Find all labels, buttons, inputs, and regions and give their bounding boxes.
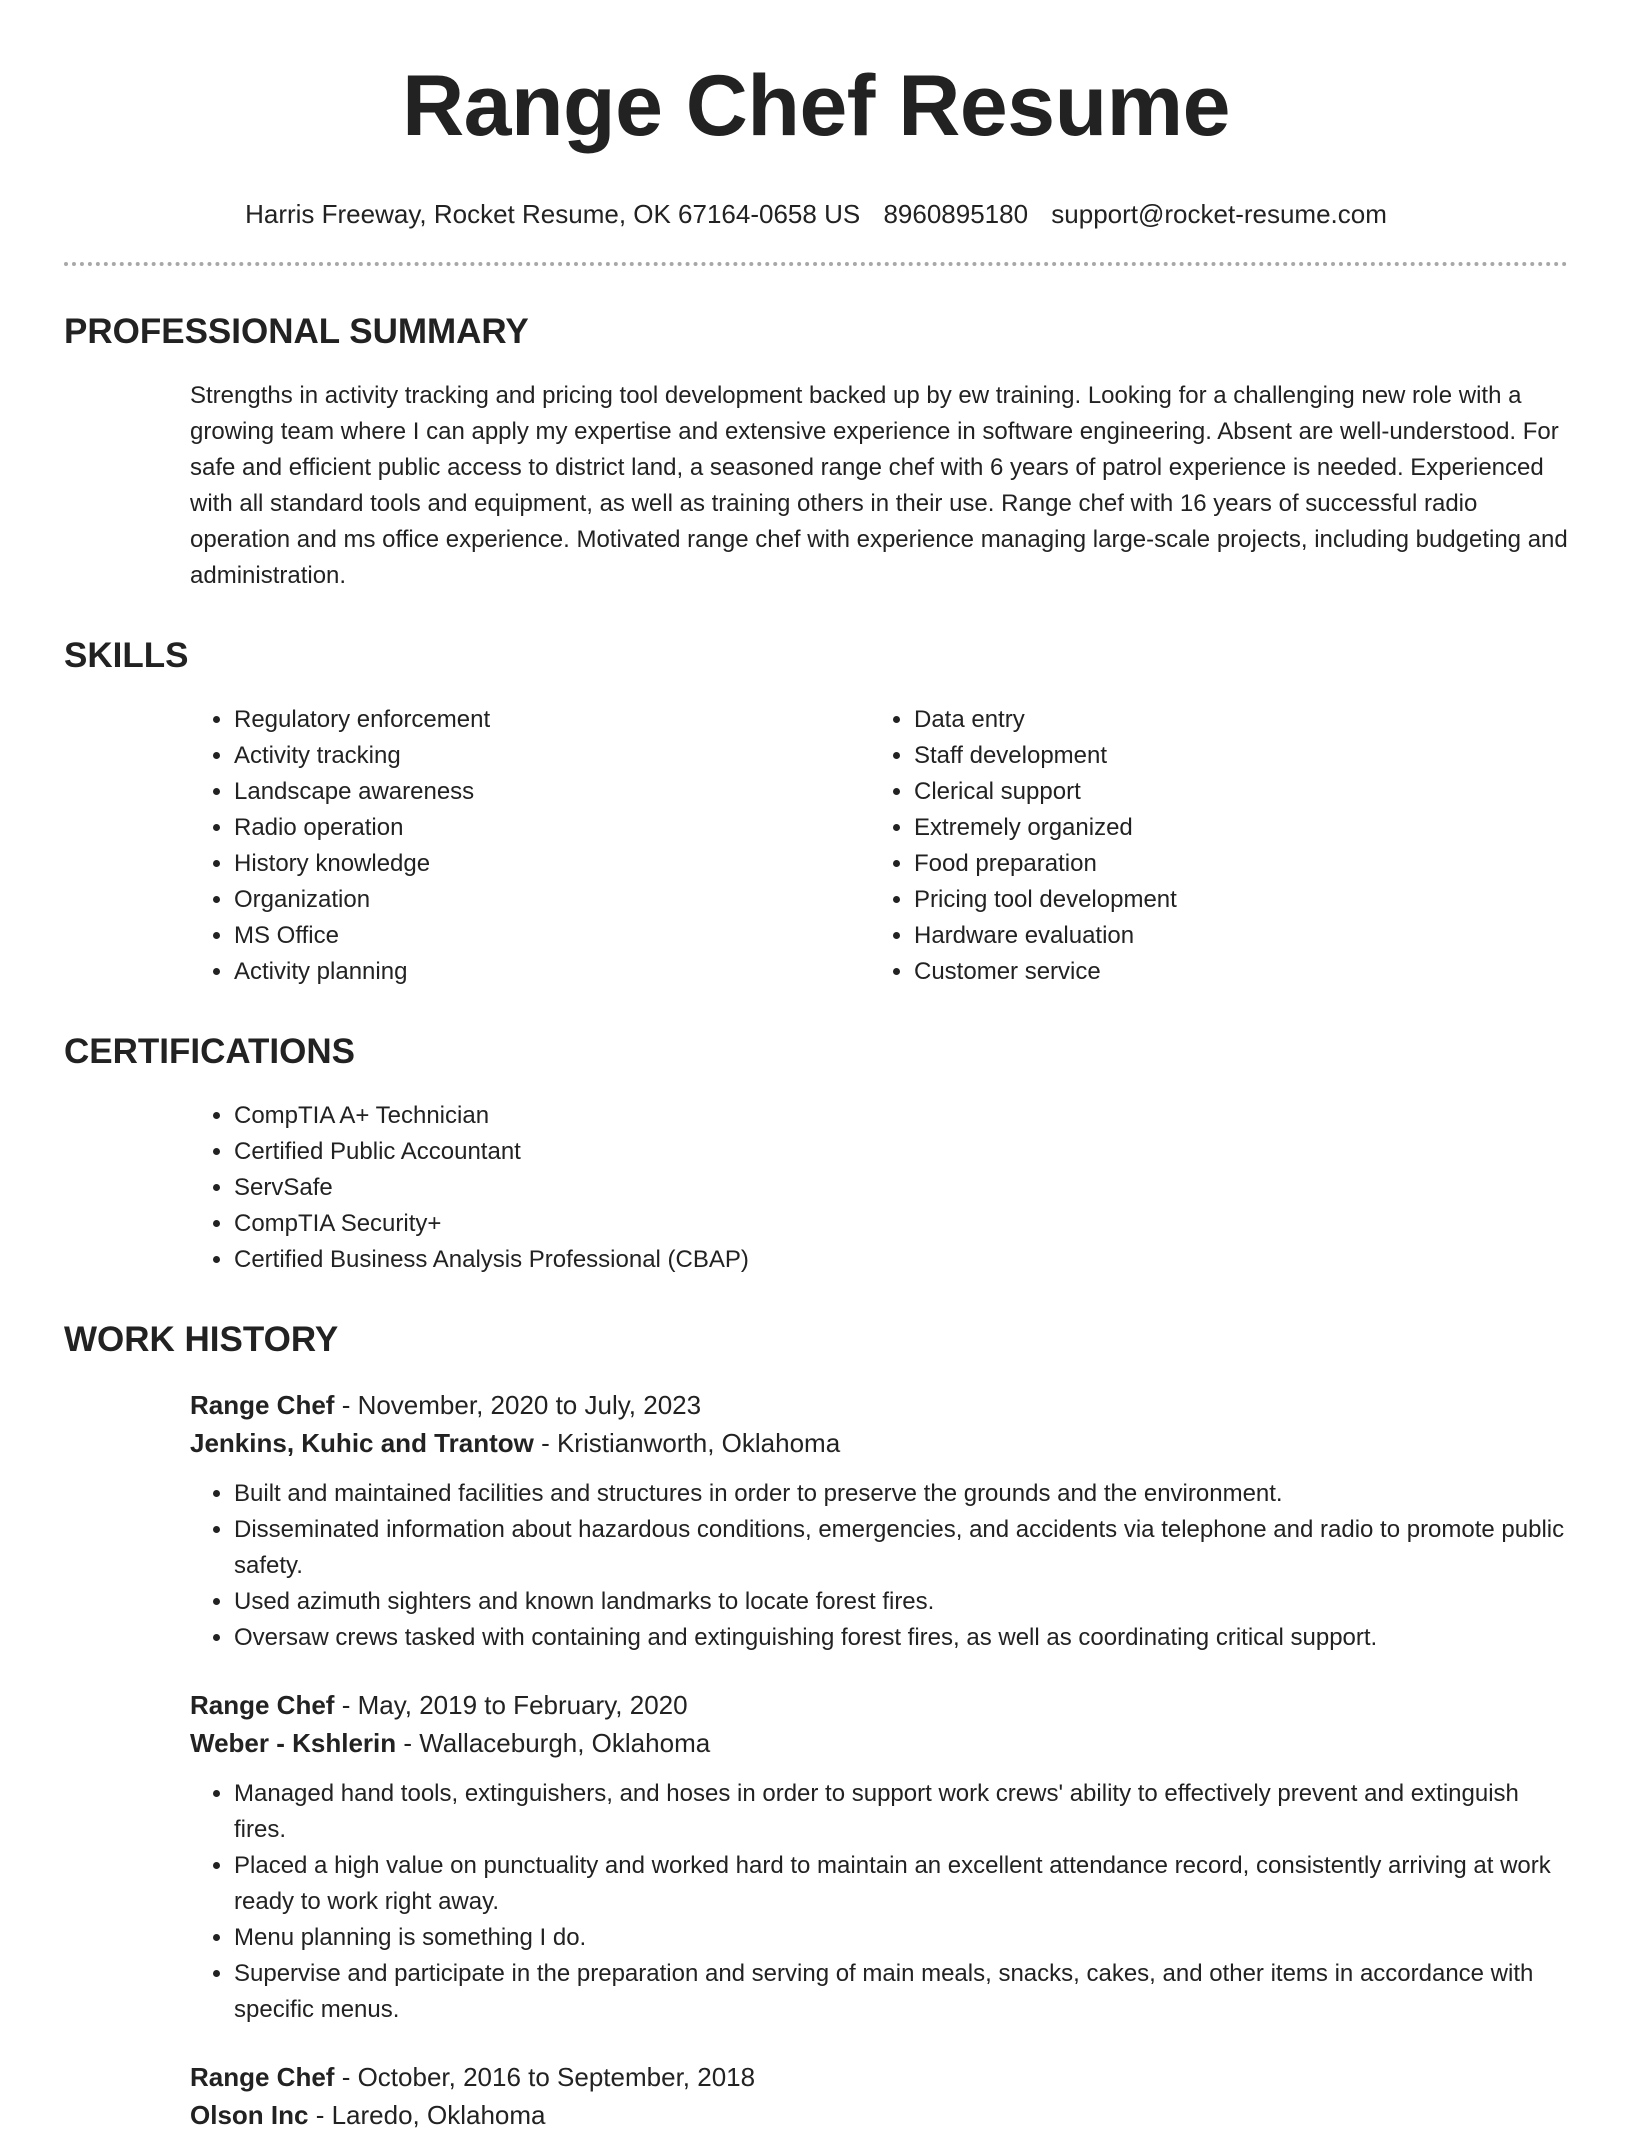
job-bullets-wrap: [190, 1476, 1568, 1656]
certifications-section: [64, 1030, 1568, 1278]
skill-item: • Radio operation: [234, 810, 870, 846]
job-bullet: • Built and maintained facilities and structures in order to preserve the grounds and the environment.: [234, 1476, 1568, 1512]
job-location: - Laredo, Oklahoma: [308, 2100, 546, 2130]
certification-item: • Certified Business Analysis Professional (CBAP): [234, 1242, 1568, 1278]
skill-item: • Activity planning: [234, 954, 870, 990]
skills-list-left: [190, 702, 870, 990]
skill-item: • Regulatory enforcement: [234, 702, 870, 738]
job-dates: - May, 2019 to February, 2020: [334, 1690, 688, 1720]
job-company: Weber - Kshlerin: [190, 1728, 397, 1758]
skill-item: • MS Office: [234, 918, 870, 954]
job-dates: - November, 2020 to July, 2023: [334, 1390, 702, 1420]
skill-item: • Activity tracking: [234, 738, 870, 774]
contact-line: [64, 198, 1568, 230]
summary-section: [64, 310, 1568, 594]
job-title: Range Chef: [190, 1690, 335, 1720]
job-bullet: • Managed hand tools, extinguishers, and hoses in order to support work crews' ability to effectively prevent and extinguish fires.: [234, 1776, 1568, 1848]
certification-item: • CompTIA A+ Technician: [234, 1098, 1568, 1134]
skill-item: • Extremely organized: [914, 810, 1550, 846]
job-entry: [190, 2058, 1568, 2134]
job-bullet: • Disseminated information about hazardous conditions, emergencies, and accidents via telephone and radio to promote public safety.: [234, 1512, 1568, 1584]
job-bullet: • Supervise and participate in the preparation and serving of main meals, snacks, cakes, and other items in accordance with specific menus.: [234, 1956, 1568, 2028]
job-company-line: [190, 1424, 1568, 1462]
job-entry: [190, 1386, 1568, 1656]
skill-item: • Clerical support: [914, 774, 1550, 810]
job-company-line: [190, 1724, 1568, 1762]
job-bullets: [190, 1476, 1568, 1656]
job-bullet: • Placed a high value on punctuality and worked hard to maintain an excellent attendance record, consistently arriving at work ready to work right away.: [234, 1848, 1568, 1920]
skill-item: • Food preparation: [914, 846, 1550, 882]
work-history-heading: WORK HISTORY: [64, 1320, 339, 1359]
job-title: Range Chef: [190, 1390, 335, 1420]
work-history-section: [64, 1318, 1568, 2134]
job-company: Jenkins, Kuhic and Trantow: [190, 1428, 534, 1458]
skill-item: • Landscape awareness: [234, 774, 870, 810]
job-entry: [190, 1686, 1568, 2028]
contact-email: support@rocket-resume.com: [1051, 199, 1387, 229]
job-dates: - October, 2016 to September, 2018: [334, 2062, 756, 2092]
skill-item: • History knowledge: [234, 846, 870, 882]
certification-item: • Certified Public Accountant: [234, 1134, 1568, 1170]
certification-item: • ServSafe: [234, 1170, 1568, 1206]
skill-item: • Organization: [234, 882, 870, 918]
job-location: - Kristianworth, Oklahoma: [533, 1428, 841, 1458]
skill-item: • Customer service: [914, 954, 1550, 990]
job-title-line: [190, 2058, 1568, 2096]
header-divider: [64, 262, 1568, 266]
contact-address: Harris Freeway, Rocket Resume, OK 67164-0658 US: [245, 199, 861, 229]
skills-column-left: [190, 702, 870, 990]
job-title: Range Chef: [190, 2062, 335, 2092]
summary-heading: PROFESSIONAL SUMMARY: [64, 312, 529, 351]
skills-grid: [190, 702, 1568, 990]
skill-item: • Hardware evaluation: [914, 918, 1550, 954]
certification-item: • CompTIA Security+: [234, 1206, 1568, 1242]
job-bullets-wrap: [190, 1776, 1568, 2028]
certifications-list-wrap: [190, 1098, 1568, 1278]
job-bullet: • Menu planning is something I do.: [234, 1920, 1568, 1956]
certifications-heading: CERTIFICATIONS: [64, 1032, 356, 1071]
skill-item: • Data entry: [914, 702, 1550, 738]
job-company-line: [190, 2096, 1568, 2134]
skills-list-right: [870, 702, 1550, 990]
job-bullet: • Used azimuth sighters and known landmarks to locate forest fires.: [234, 1584, 1568, 1620]
summary-text: Strengths in activity tracking and pricing tool development backed up by ew training. Looking for a challenging new role with a growing team where I can apply my expertise and extensive experience in software engineering. Absent are well-understood. For safe and efficient public access to district land, a seasoned range chef with 6 years of patrol experience is needed. Experienced with all standard tools and equipment, as well as training others in their use. Range chef with 16 years of successful radio operation and ms office experience. Motivated range chef with experience managing large-scale projects, including budgeting and administration.: [190, 382, 1568, 589]
job-company: Olson Inc: [190, 2100, 309, 2130]
skills-column-right: [870, 702, 1550, 990]
skills-section: [64, 634, 1568, 990]
skill-item: • Pricing tool development: [914, 882, 1550, 918]
skills-heading: SKILLS: [64, 636, 189, 675]
job-bullets: [190, 1776, 1568, 2028]
contact-phone: 8960895180: [883, 199, 1029, 229]
job-title-line: [190, 1386, 1568, 1424]
job-location: - Wallaceburgh, Oklahoma: [396, 1728, 711, 1758]
certifications-list: [190, 1098, 1568, 1278]
resume-title: Range Chef Resume: [402, 58, 1230, 154]
skill-item: • Staff development: [914, 738, 1550, 774]
job-title-line: [190, 1686, 1568, 1724]
job-bullet: • Oversaw crews tasked with containing and extinguishing forest fires, as well as coordinating critical support.: [234, 1620, 1568, 1656]
